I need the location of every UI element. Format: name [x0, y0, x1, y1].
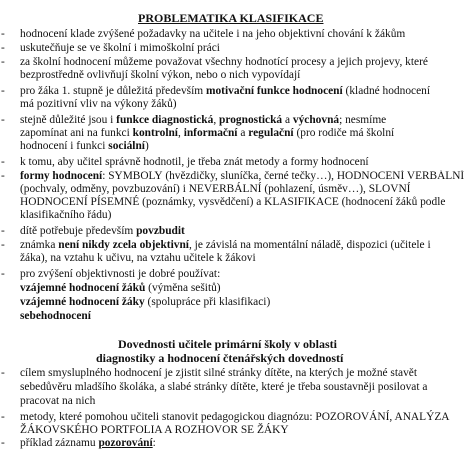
- bullet-dash: -: [1, 239, 5, 251]
- small-caps-term: SLOVNÍ: [368, 183, 411, 195]
- emphasis-term: informační: [183, 127, 238, 139]
- section-heading: diagnostiky a hodnocení čtenářských dovedností: [96, 351, 344, 365]
- bullet-text: známka není nikdy zcela objektivní, je závislá na momentální náladě, dispozici (učitele i: [20, 239, 431, 251]
- emphasis-term: není nikdy zcela objektivní: [58, 239, 189, 251]
- bullet-text: za školní hodnocení můžeme považovat všechny hodnotící procesy a jejich projevy, které: [20, 56, 428, 68]
- bullet-text: pro zvýšení objektivnosti je dobré používat:: [20, 268, 221, 280]
- emphasis-term: sociální: [108, 140, 145, 152]
- small-caps-term: HODNOCENÍ PÍSEMNÉ: [20, 196, 140, 208]
- bullet-text: dítě potřebuje především povzbudit: [20, 225, 185, 237]
- bullet-text: cílem smysluplného hodnocení je zjistit silné stránky dítěte, na kterých je možné stavět: [20, 367, 417, 379]
- bullet-dash: -: [1, 170, 5, 182]
- bullet-text-continued: hodnocení i funkci sociální): [20, 140, 149, 152]
- small-caps-term: POZOROVÁNÍ, ANALÝZA: [315, 411, 450, 423]
- bullet-text-continued: sebedůvěru mladšího školáka, a slabé stránky dítěte, které je třeba soustavněji posilovat a: [20, 381, 428, 393]
- bullet-text-continued: [20, 424, 289, 437]
- emphasis-term: vzájemné hodnocení žáky: [20, 296, 145, 308]
- bullet-dash: -: [1, 42, 5, 54]
- small-caps-term: SYMBOLY: [108, 170, 163, 182]
- section-heading: Dovednosti učitele primární školy v oblasti: [118, 337, 338, 351]
- sublist-item: [20, 310, 91, 323]
- emphasis-term: povzbudit: [136, 225, 185, 237]
- emphasis-term: výchovná: [292, 114, 340, 126]
- emphasis-term: pozorování: [98, 437, 153, 449]
- bullet-dash: -: [1, 114, 5, 126]
- small-caps-term: NEVERBÁLNÍ: [188, 183, 262, 195]
- bullet-dash: -: [1, 156, 5, 168]
- bullet-text: k tomu, aby učitel správně hodnotil, je třeba znát metody a formy hodnocení: [20, 156, 369, 168]
- bullet-text-continued: pracovat na nich: [20, 395, 96, 407]
- bullet-dash: -: [1, 28, 5, 40]
- bullet-dash: -: [1, 225, 5, 237]
- bullet-text-continued: zapomínat ani na funkci kontrolní, informační a regulační (pro rodiče má školní: [20, 127, 395, 139]
- emphasis-term: motivační funkce hodnocení: [205, 85, 343, 97]
- emphasis-term: formy hodnocení: [20, 170, 103, 182]
- bullet-text: metody, které pomohou učiteli stanovit pedagogickou diagnózu: POZOROVÁNÍ, ANALÝZA: [20, 411, 450, 423]
- small-caps-term: KLASIFIKACE: [264, 196, 339, 208]
- bullet-text: příklad záznamu pozorování:: [20, 437, 156, 449]
- bullet-text: pro žáka 1. stupně je důležitá především motivační funkce hodnocení (kladné hodnocení: [20, 85, 430, 97]
- bullet-dash: -: [1, 85, 5, 97]
- emphasis-term: regulační: [248, 127, 294, 139]
- bullet-text-continued: klasifikačního řádu): [20, 209, 112, 221]
- document-title: PROBLEMATIKA KLASIFIKACE: [138, 11, 324, 25]
- bullet-dash: -: [1, 367, 5, 379]
- bullet-dash: -: [1, 437, 5, 449]
- bullet-dash: -: [1, 411, 5, 423]
- bullet-text-continued: HODNOCENÍ PÍSEMNÉ (poznámky, vysvědčení) a KLASIFIKACE (hodnocení žáků podle: [20, 196, 446, 208]
- bullet-text: formy hodnocení: SYMBOLY (hvězdičky, sluníčka, černé tečky…), HODNOCENÍ VERBÁLNÍ: [20, 170, 465, 182]
- bullet-dash: -: [1, 56, 5, 68]
- bullet-dash: -: [1, 268, 5, 280]
- small-caps-term: ŽÁKOVSKÉHO PORTFOLIA A ROZHOVOR SE ŽÁKY: [20, 424, 289, 436]
- bullet-text-continued: bezprostředně ovlivňují školní výkon, nebo o nich vypovídají: [20, 69, 301, 81]
- bullet-text-continued: má pozitivní vliv na výkony žáků): [20, 98, 177, 110]
- small-caps-term: HODNOCENÍ VERBÁLNÍ: [336, 170, 465, 182]
- emphasis-term: kontrolní: [132, 127, 178, 139]
- sublist-item: vzájemné hodnocení žáky (spolupráce při klasifikaci): [20, 296, 271, 308]
- emphasis-term: sebehodnocení: [20, 310, 91, 322]
- bullet-text: stejně důležité jsou i funkce diagnostická, prognostická a výchovná; nesmíme: [20, 114, 387, 126]
- bullet-text-continued: žáka), na vztahu k učivu, na vztahu učitele k žákovi: [20, 252, 256, 264]
- bullet-text-continued: (pochvaly, odměny, povzbuzování) i NEVERBÁLNÍ (pohlazení, úsměv…), SLOVNÍ: [20, 183, 411, 195]
- emphasis-term: funkce diagnostická: [116, 114, 214, 126]
- emphasis-term: vzájemné hodnocení žáků: [20, 282, 146, 294]
- sublist-item: vzájemné hodnocení žáků (výměna sešitů): [20, 282, 221, 294]
- bullet-text: hodnocení klade zvýšené požadavky na učitele i na jeho objektivní chování k žákům: [20, 28, 406, 40]
- emphasis-term: prognostická: [219, 114, 283, 126]
- bullet-text: uskutečňuje se ve školní i mimoškolní práci: [20, 42, 220, 54]
